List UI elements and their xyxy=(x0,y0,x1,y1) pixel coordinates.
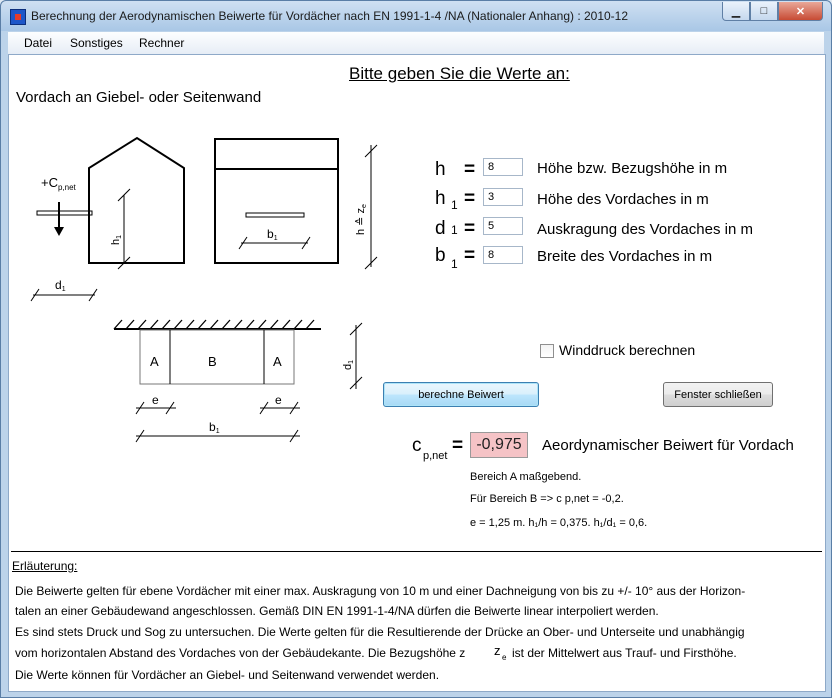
b1-input[interactable] xyxy=(483,246,523,264)
param-label: Höhe bzw. Bezugshöhe in m xyxy=(537,160,728,177)
b1-plan-label: b1 xyxy=(209,420,220,435)
maximize-button[interactable]: □ xyxy=(750,2,778,21)
explanation-line: Die Werte können für Vordächer an Giebel- und Seitenwand verwendet werden. xyxy=(15,668,440,682)
b1-top-label: b1 xyxy=(267,227,278,242)
explanation-line: ist der Mittelwert aus Trauf- und Firsthöhe. xyxy=(512,646,737,660)
zone-a-right: A xyxy=(273,354,282,369)
menu-rechner[interactable]: Rechner xyxy=(139,36,185,50)
zone-a-left: A xyxy=(150,354,159,369)
explanation-title: Erläuterung: xyxy=(12,559,78,573)
window-title: Berechnung der Aerodynamischen Beiwerte für Vordächer nach EN 1991-1-4 /NA (Nationaler Anhang) : 2010-12 xyxy=(31,9,629,23)
param-symbol: h xyxy=(435,188,446,209)
ze-subscript: e xyxy=(502,653,507,662)
d1-label: d1 xyxy=(55,278,66,293)
close-button[interactable]: ✕ xyxy=(778,2,823,21)
param-subscript: 1 xyxy=(451,198,458,212)
result-description: Aeordynamischer Beiwert für Vordach xyxy=(542,437,794,454)
param-symbol: d xyxy=(435,218,446,239)
cpnet-subscript: p,net xyxy=(423,450,448,462)
menu-bar xyxy=(8,32,824,55)
wall-hatching xyxy=(114,320,314,329)
equals-sign: = xyxy=(452,435,464,456)
gable-wall-outline xyxy=(89,138,184,263)
page-subheading: Vordach an Giebel- oder Seitenwand xyxy=(16,89,262,106)
close-window-button[interactable]: Fenster schließen xyxy=(663,382,773,407)
minimize-button[interactable]: ▁ xyxy=(722,2,750,21)
param-symbol: b xyxy=(435,245,446,266)
equals-sign: = xyxy=(464,188,476,209)
calculate-button[interactable]: berechne Beiwert xyxy=(383,382,539,407)
explanation-line: vom horizontalen Abstand des Vordaches von der Gebäudekante. Die Bezugshöhe z xyxy=(15,646,466,660)
param-label: Höhe des Vordaches in m xyxy=(537,191,709,208)
cpnet-result: -0,975 xyxy=(470,432,528,458)
d1-plan-label: d1 xyxy=(342,359,355,370)
menu-datei[interactable]: Datei xyxy=(24,36,53,50)
menu-sonstiges[interactable]: Sonstiges xyxy=(70,36,123,50)
app-icon xyxy=(10,9,26,25)
e-left-label: e xyxy=(152,393,159,407)
canopy-front xyxy=(246,213,304,217)
param-subscript: 1 xyxy=(451,223,458,237)
d1-input[interactable] xyxy=(483,217,523,235)
h1-label: h1 xyxy=(110,234,123,245)
zone-b: B xyxy=(208,354,217,369)
param-symbol: h xyxy=(435,159,446,180)
cpnet-label: $+C_{p,net}$ xyxy=(41,175,76,192)
explanation-line: Es sind stets Druck und Sog zu untersuchen. Die Werte gelten für die Resultierende der Drücke an Ober- und Unterseite und unabhängig xyxy=(15,625,745,639)
h-input[interactable] xyxy=(483,158,523,176)
winddruck-checkbox[interactable] xyxy=(540,344,554,358)
equals-sign: = xyxy=(464,218,476,239)
explanation-line: Die Beiwerte gelten für ebene Vordächer mit einer max. Auskragung von 10 m und einer Dachneigung von bis zu +/- 10° aus der Horizon- xyxy=(15,584,746,598)
canopy-side xyxy=(37,211,92,215)
canopy-diagram xyxy=(9,55,389,455)
cpnet-arrowhead xyxy=(54,227,64,236)
param-label: Breite des Vordaches in m xyxy=(537,248,713,265)
client-area xyxy=(8,54,826,692)
e-right-label: e xyxy=(275,393,282,407)
equals-sign: = xyxy=(464,159,476,180)
side-wall-outline xyxy=(215,139,338,263)
result-note-1: Bereich A maßgebend. xyxy=(470,471,582,483)
page-heading: Bitte geben Sie die Werte an: xyxy=(349,64,570,83)
explanation-line: talen an einer Gebäudewand angeschlossen. Gemäß DIN EN 1991-1-4/NA dürfen die Beiwerte linear interpoliert werden. xyxy=(15,604,659,618)
winddruck-label[interactable]: Winddruck berechnen xyxy=(559,342,696,358)
title-bar[interactable] xyxy=(1,1,831,31)
separator xyxy=(11,551,822,552)
param-subscript: 1 xyxy=(451,257,458,271)
result-note-3: e = 1,25 m. h₁/h = 0,375. h₁/d₁ = 0,6. xyxy=(470,517,648,529)
cpnet-symbol: c xyxy=(412,435,422,456)
equals-sign: = xyxy=(464,245,476,266)
ze-symbol: z xyxy=(494,643,501,658)
h1-input[interactable] xyxy=(483,188,523,206)
canopy-plan xyxy=(140,330,294,384)
result-note-2: Für Bereich B => c p,net = -0,2. xyxy=(470,493,624,505)
h-ze-label: h ≙ ze xyxy=(355,204,368,235)
param-label: Auskragung des Vordaches in m xyxy=(537,221,753,238)
